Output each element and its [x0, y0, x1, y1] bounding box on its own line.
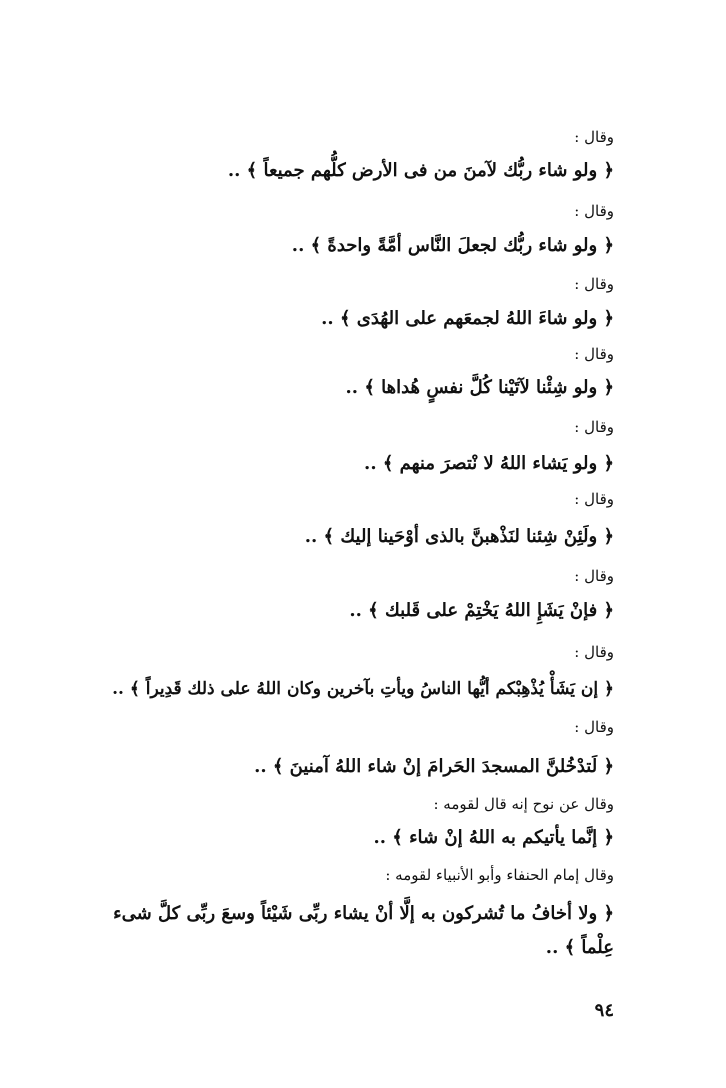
- quote-intro-1: وقال :: [574, 128, 614, 146]
- verse-3: ﴿ ولو شاءَ اللهُ لجمعَهم على الهُدَى ﴾ ..: [321, 308, 614, 329]
- quote-intro-8: وقال :: [574, 643, 614, 661]
- verse-2: ﴿ ولو شاء ربُّك لجعلَ النَّاس أمَّةً واحدةً ﴾ ..: [291, 235, 614, 256]
- quote-intro-abraham: وقال إمام الحنفاء وأبو الأنبياء لقومه :: [385, 866, 614, 884]
- quote-intro-noah: وقال عن نوح إنه قال لقومه :: [433, 795, 614, 813]
- page-number: ٩٤: [594, 1000, 614, 1021]
- quote-intro-4: وقال :: [574, 345, 614, 363]
- verse-9: ﴿ لَتدْخُلنَّ المسجدَ الحَرامَ إنْ شاء اللهُ آمنينَ ﴾ ..: [254, 756, 614, 777]
- verse-7: ﴿ فإنْ يَشَإِ اللهُ يَخْتِمْ على قَلبك ﴾ ..: [349, 600, 614, 621]
- verse-11-line-1: ﴿ ولا أخافُ ما تُشركون به إلَّا أنْ يشاء ربِّى شَيْئاً وسعَ ربِّى كلَّ شىء: [113, 903, 614, 924]
- verse-6: ﴿ ولَئِنْ شِئنا لنَذْهبنَّ بالذى أوْحَينا إليك ﴾ ..: [304, 526, 614, 547]
- verse-4: ﴿ ولو شِئْنا لآتَيْنا كُلَّ نفسٍ هُداها ﴾ ..: [345, 377, 614, 398]
- quote-intro-6: وقال :: [574, 490, 614, 508]
- verse-1: ﴿ ولو شاء ربُّك لآمنَ من فى الأرض كلُّهم جميعاً ﴾ ..: [227, 160, 614, 181]
- verse-5: ﴿ ولو يَشاء اللهُ لا نْتصرَ منهم ﴾ ..: [364, 453, 614, 474]
- quote-intro-7: وقال :: [574, 567, 614, 585]
- verse-11-line-2: عِلْماً ﴾ ..: [545, 937, 614, 958]
- quote-intro-2: وقال :: [574, 202, 614, 220]
- quote-intro-5: وقال :: [574, 418, 614, 436]
- quote-intro-3: وقال :: [574, 275, 614, 293]
- verse-8: ﴿ إن يَشَأْ يُذْهِبْكم أيُّها الناسُ ويأتِ بآخرين وكان اللهُ على ذلك قَدِيراً ﴾ ..: [112, 679, 614, 699]
- quote-intro-9: وقال :: [574, 718, 614, 736]
- verse-10: ﴿ إنَّما يأتيكم به اللهُ إنْ شاء ﴾ ..: [373, 827, 614, 848]
